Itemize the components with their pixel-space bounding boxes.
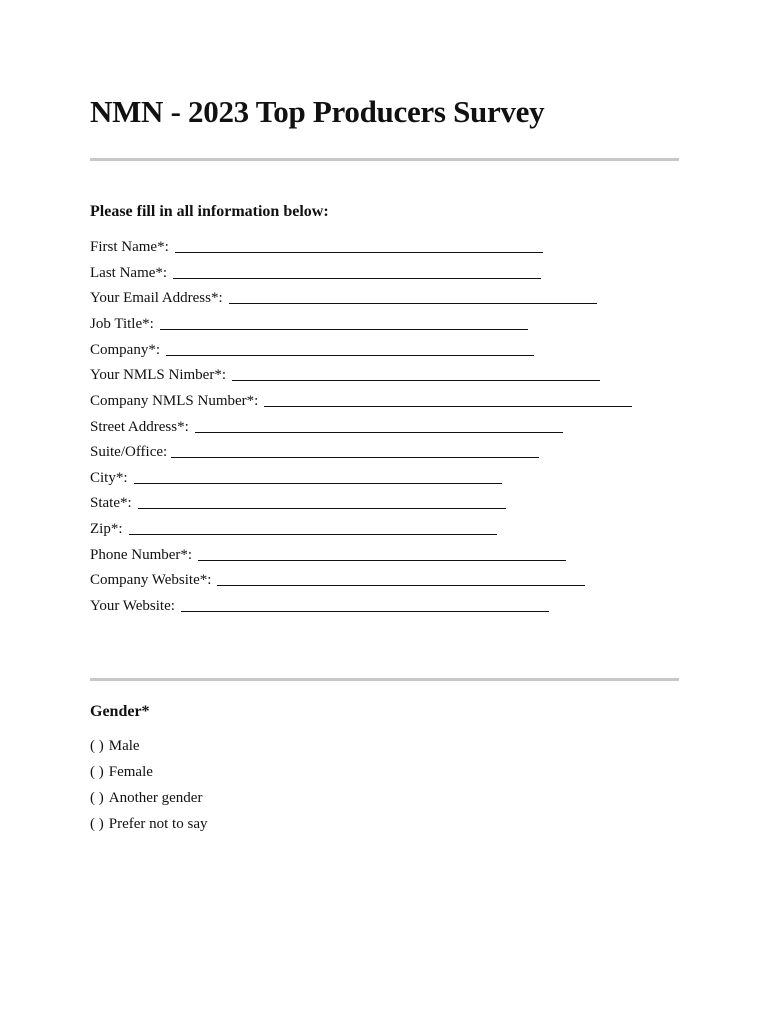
top-divider: [90, 158, 679, 161]
gender-option-label: Prefer not to say: [108, 816, 208, 832]
gender-option-another[interactable]: [90, 790, 202, 807]
your-website-input-line[interactable]: [181, 596, 549, 612]
street-address-input-line[interactable]: [195, 417, 563, 433]
company-input-line[interactable]: [166, 340, 534, 356]
gender-section-heading: Gender*: [90, 703, 150, 720]
company-nmls-number-field[interactable]: [90, 390, 632, 410]
gender-option-label: Another gender: [108, 790, 203, 806]
street-address-label: Street Address*:: [90, 419, 189, 435]
state-input-line[interactable]: [138, 493, 506, 509]
last-name-field[interactable]: [90, 262, 541, 282]
page-title: NMN - 2023 Top Producers Survey: [90, 94, 545, 129]
suite-office-label: Suite/Office:: [90, 444, 168, 460]
city-input-line[interactable]: [134, 468, 502, 484]
gender-option-prefer-not-to-say[interactable]: [90, 816, 207, 833]
phone-number-input-line[interactable]: [198, 545, 566, 561]
company-nmls-number-input-line[interactable]: [264, 391, 632, 407]
street-address-field[interactable]: [90, 416, 563, 436]
zip-input-line[interactable]: [129, 519, 497, 535]
radio-button-icon[interactable]: ( ): [90, 764, 104, 780]
city-field[interactable]: [90, 467, 502, 487]
email-input-line[interactable]: [229, 288, 597, 304]
last-name-input-line[interactable]: [173, 263, 541, 279]
job-title-label: Job Title*:: [90, 316, 154, 332]
gender-option-male[interactable]: [90, 738, 140, 755]
first-name-input-line[interactable]: [175, 237, 543, 253]
gender-option-label: Female: [108, 764, 153, 780]
gender-option-label: Male: [108, 738, 140, 754]
state-label: State*:: [90, 495, 132, 511]
your-nmls-number-label: Your NMLS Nimber*:: [90, 367, 226, 383]
company-website-label: Company Website*:: [90, 572, 212, 588]
radio-button-icon[interactable]: ( ): [90, 816, 104, 832]
job-title-field[interactable]: [90, 313, 528, 333]
radio-button-icon[interactable]: ( ): [90, 738, 104, 754]
company-label: Company*:: [90, 342, 160, 358]
last-name-label: Last Name*:: [90, 265, 168, 281]
zip-field[interactable]: [90, 518, 497, 538]
state-field[interactable]: [90, 492, 506, 512]
company-website-field[interactable]: [90, 569, 585, 589]
company-nmls-number-label: Company NMLS Number*:: [90, 393, 259, 409]
email-field[interactable]: [90, 287, 597, 307]
city-label: City*:: [90, 470, 128, 486]
section-divider: [90, 678, 679, 681]
zip-label: Zip*:: [90, 521, 123, 537]
your-website-field[interactable]: [90, 595, 549, 615]
suite-office-input-line[interactable]: [171, 442, 539, 458]
first-name-label: First Name*:: [90, 239, 169, 255]
suite-office-field[interactable]: [90, 441, 539, 461]
your-website-label: Your Website:: [90, 598, 175, 614]
company-website-input-line[interactable]: [217, 570, 585, 586]
email-label: Your Email Address*:: [90, 290, 223, 306]
phone-number-field[interactable]: [90, 544, 566, 564]
company-field[interactable]: [90, 339, 534, 359]
your-nmls-number-field[interactable]: [90, 364, 600, 384]
radio-button-icon[interactable]: ( ): [90, 790, 104, 806]
your-nmls-number-input-line[interactable]: [232, 365, 600, 381]
gender-option-female[interactable]: [90, 764, 153, 781]
contact-section-heading: Please fill in all information below:: [90, 203, 329, 220]
job-title-input-line[interactable]: [160, 314, 528, 330]
first-name-field[interactable]: [90, 236, 543, 256]
phone-number-label: Phone Number*:: [90, 547, 193, 563]
